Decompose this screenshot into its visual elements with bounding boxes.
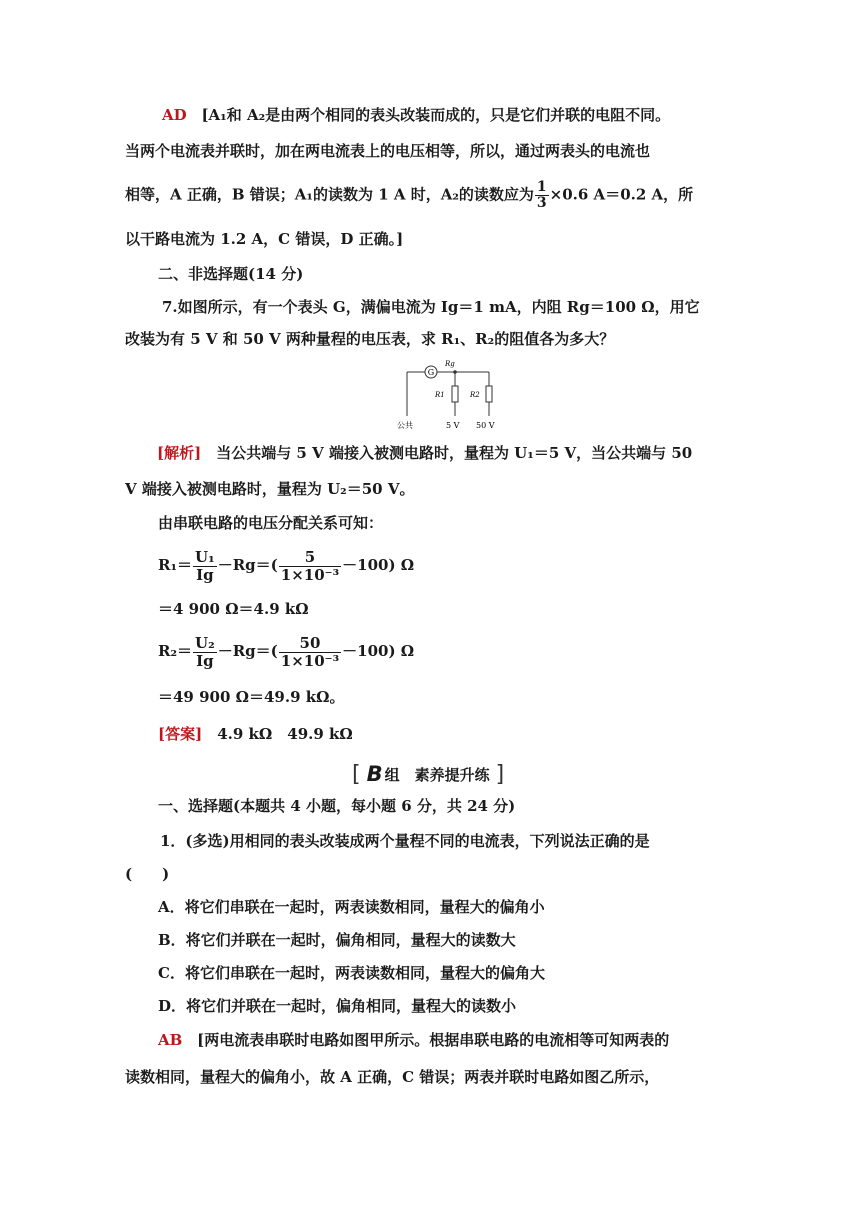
q7-stem-2: 改装为有 5 V 和 50 V 两种量程的电压表，求 R₁、R₂的阻值各为多大？ (125, 330, 615, 348)
q7-analysis-1: [解析] 当公共端与 5 V 端接入被测电路时，量程为 U₁＝5 V，当公共端与 50 (157, 444, 693, 462)
q6-line-3 (125, 180, 693, 211)
section-2-title: 二、非选择题(14 分) (158, 265, 304, 283)
eq2-fraction-u2-ig: $\frac{\text{U₂}}{Ig}$ (195, 633, 215, 670)
b1-option-a: A．将它们串联在一起时，两表读数相同，量程大的偏角小 (158, 898, 545, 916)
q6-fraction: $\frac{1}{3}$ (536, 179, 547, 211)
group-b-title: 组 素养提升练 (384, 765, 490, 784)
b1-option-c: C．将它们串联在一起时，两表读数相同，量程大的偏角大 (158, 964, 545, 982)
rg-label: Rg (445, 360, 455, 368)
q6-line-2: 当两个电流表并联时，加在两电流表上的电压相等，所以，通过两表头的电流也 (125, 142, 651, 160)
eq2-fraction-value: $\frac{50}{\text{1×10⁻³}}$ (280, 633, 340, 670)
banner-left-bracket: [ (352, 761, 361, 787)
q6-line-3-b: ×0.6 A＝0.2 A，所 (549, 185, 694, 204)
equation-r1: R₁＝ $\frac{\text{U₁}}{Ig}$ －Rg＝( $\frac{5}{\text{1×10⁻³}}$ －100) Ω (158, 547, 415, 584)
q7-answer: [答案] 4.9 kΩ 49.9 kΩ (158, 725, 353, 743)
circuit-diagram (395, 356, 507, 434)
b1-stem-2: ( ) (125, 865, 170, 883)
equation-r2-result: ＝49 900 Ω＝49.9 kΩ。 (158, 688, 345, 706)
answer-tag: [答案] (158, 725, 203, 743)
terminal-50v-label: 50 V (476, 421, 495, 430)
q7-stem-1: 7.如图所示，有一个表头 G，满偏电流为 Ig＝1 mA，内阻 Rg＝100 Ω，用它 (162, 298, 700, 316)
r1-label: R1 (435, 391, 445, 399)
resistor-r2 (486, 386, 492, 402)
q6-explain-1: [A₁和 A₂是由两个相同的表头改装而成的，只是它们并联的电阻不同。 (201, 106, 671, 124)
q7-analysis-2: V 端接入被测电路时，量程为 U₂＝50 V。 (125, 480, 415, 498)
b1-option-b: B．将它们并联在一起时，偏角相同，量程大的读数大 (158, 931, 516, 949)
banner-right-bracket: ] (495, 761, 505, 787)
terminal-5v-label: 5 V (446, 421, 460, 430)
q7-analysis-3: 由串联电路的电压分配关系可知： (158, 514, 384, 532)
resistor-r1 (452, 386, 458, 402)
b1-stem-1: 1．(多选)用相同的表头改装成两个量程不同的电流表，下列说法正确的是 (160, 832, 650, 850)
eq1-fraction-value: $\frac{5}{\text{1×10⁻³}}$ (280, 547, 340, 584)
r2-label: R2 (470, 391, 480, 399)
group-b-banner (352, 759, 504, 789)
q6-line-1 (162, 104, 670, 126)
analysis-tag: [解析] (157, 444, 202, 462)
b1-answer-letters: AB (158, 1031, 183, 1049)
b1-explain-line-2: 读数相同，量程大的偏角小，故 A 正确，C 错误；两表并联时电路如图乙所示， (125, 1068, 660, 1086)
section-1-title: 一、选择题(本题共 4 小题，每小题 6 分，共 24 分) (158, 797, 516, 815)
common-terminal-label: 公共 (397, 421, 413, 430)
q6-line-3-a: 相等，A 正确，B 错误；A₁的读数为 1 A 时，A₂的读数应为 (125, 185, 534, 204)
galvanometer-label: G (427, 368, 435, 377)
q6-answer-letters: AD (162, 106, 187, 124)
b1-option-d: D．将它们并联在一起时，偏角相同，量程大的读数小 (158, 997, 517, 1015)
equation-r2: R₂＝ $\frac{\text{U₂}}{Ig}$ －Rg＝( $\frac{50}{\text{1×10⁻³}}$ －100) Ω (158, 633, 415, 670)
equation-r1-result: ＝4 900 Ω＝4.9 kΩ (158, 600, 309, 618)
eq1-fraction-u1-ig: $\frac{\text{U₁}}{Ig}$ (195, 547, 215, 584)
q6-line-4: 以干路电流为 1.2 A，C 错误，D 正确。] (125, 230, 404, 248)
b1-explain-line-1: AB [两电流表串联时电路如图甲所示。根据串联电路的电流相等可知两表的 (158, 1031, 670, 1049)
group-b-letter: B (366, 762, 383, 786)
